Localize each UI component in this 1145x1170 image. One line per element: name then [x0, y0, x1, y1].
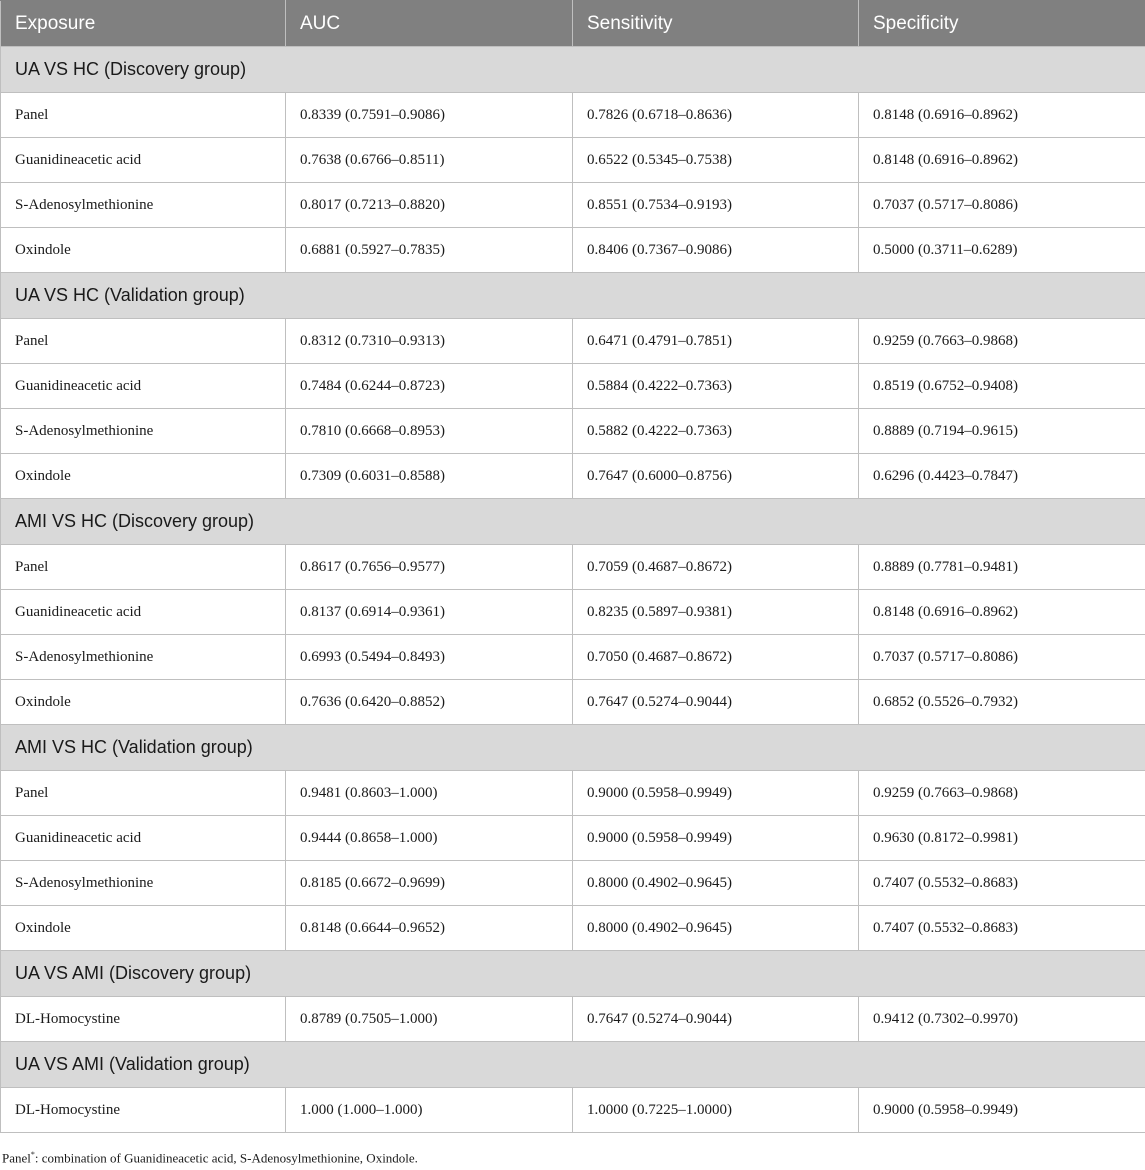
auc-cell: 0.8137 (0.6914–0.9361): [286, 590, 573, 635]
sensitivity-cell: 0.5882 (0.4222–0.7363): [573, 409, 859, 454]
section-title: UA VS HC (Discovery group): [1, 47, 1145, 93]
exposure-cell: Oxindole: [1, 228, 286, 273]
exposure-cell: Guanidineacetic acid: [1, 364, 286, 409]
sensitivity-cell: 0.7050 (0.4687–0.8672): [573, 635, 859, 680]
exposure-cell: Panel: [1, 545, 286, 590]
exposure-cell: DL-Homocystine: [1, 997, 286, 1042]
section-row: [1, 47, 1145, 93]
table-row: [1, 590, 1145, 635]
sensitivity-cell: 0.9000 (0.5958–0.9949): [573, 816, 859, 861]
exposure-cell: Oxindole: [1, 454, 286, 499]
sensitivity-cell: 0.8235 (0.5897–0.9381): [573, 590, 859, 635]
auc-cell: 0.7636 (0.6420–0.8852): [286, 680, 573, 725]
header-auc: AUC: [286, 1, 573, 47]
auc-cell: 0.7810 (0.6668–0.8953): [286, 409, 573, 454]
sensitivity-cell: 0.7647 (0.6000–0.8756): [573, 454, 859, 499]
table-row: [1, 1088, 1145, 1133]
auc-cell: 0.9444 (0.8658–1.000): [286, 816, 573, 861]
header-row: [1, 1, 1145, 47]
auc-cell: 0.8185 (0.6672–0.9699): [286, 861, 573, 906]
specificity-cell: 0.7037 (0.5717–0.8086): [859, 183, 1145, 228]
header-sensitivity: Sensitivity: [573, 1, 859, 47]
specificity-cell: 0.9630 (0.8172–0.9981): [859, 816, 1145, 861]
footnote-mark: *: [30, 1150, 35, 1159]
section-title: AMI VS HC (Validation group): [1, 725, 1145, 771]
table-row: [1, 364, 1145, 409]
auc-cell: 0.9481 (0.8603–1.000): [286, 771, 573, 816]
section-row: [1, 273, 1145, 319]
auc-cell: 0.7484 (0.6244–0.8723): [286, 364, 573, 409]
exposure-cell: S-Adenosylmethionine: [1, 861, 286, 906]
section-row: [1, 1042, 1145, 1088]
table-row: [1, 861, 1145, 906]
auc-cell: 0.8148 (0.6644–0.9652): [286, 906, 573, 951]
exposure-cell: Panel: [1, 93, 286, 138]
exposure-cell: DL-Homocystine: [1, 1088, 286, 1133]
specificity-cell: 0.9412 (0.7302–0.9970): [859, 997, 1145, 1042]
sensitivity-cell: 0.7059 (0.4687–0.8672): [573, 545, 859, 590]
table-row: [1, 680, 1145, 725]
table-row: [1, 545, 1145, 590]
table-row: [1, 93, 1145, 138]
sensitivity-cell: 0.7647 (0.5274–0.9044): [573, 997, 859, 1042]
table-row: [1, 454, 1145, 499]
sensitivity-cell: 0.7826 (0.6718–0.8636): [573, 93, 859, 138]
table-row: [1, 816, 1145, 861]
exposure-cell: Guanidineacetic acid: [1, 590, 286, 635]
specificity-cell: 0.5000 (0.3711–0.6289): [859, 228, 1145, 273]
table-row: [1, 183, 1145, 228]
sensitivity-cell: 0.5884 (0.4222–0.7363): [573, 364, 859, 409]
auc-cell: 0.8339 (0.7591–0.9086): [286, 93, 573, 138]
auc-cell: 0.8017 (0.7213–0.8820): [286, 183, 573, 228]
section-title: UA VS AMI (Discovery group): [1, 951, 1145, 997]
auc-cell: 0.8312 (0.7310–0.9313): [286, 319, 573, 364]
auc-cell: 0.6881 (0.5927–0.7835): [286, 228, 573, 273]
footnote-text: : combination of Guanidineacetic acid, S-Adenosylmethionine, Oxindole.: [34, 1150, 418, 1166]
exposure-cell: S-Adenosylmethionine: [1, 409, 286, 454]
section-title: UA VS HC (Validation group): [1, 273, 1145, 319]
specificity-cell: 0.9259 (0.7663–0.9868): [859, 319, 1145, 364]
footnote-label: Panel: [2, 1150, 31, 1166]
specificity-cell: 0.8148 (0.6916–0.8962): [859, 590, 1145, 635]
specificity-cell: 0.9000 (0.5958–0.9949): [859, 1088, 1145, 1133]
table-row: [1, 906, 1145, 951]
sensitivity-cell: 0.6471 (0.4791–0.7851): [573, 319, 859, 364]
exposure-cell: Guanidineacetic acid: [1, 816, 286, 861]
specificity-cell: 0.7407 (0.5532–0.8683): [859, 906, 1145, 951]
specificity-cell: 0.8889 (0.7194–0.9615): [859, 409, 1145, 454]
sensitivity-cell: 0.9000 (0.5958–0.9949): [573, 771, 859, 816]
specificity-cell: 0.7037 (0.5717–0.8086): [859, 635, 1145, 680]
table-row: [1, 138, 1145, 183]
exposure-cell: Oxindole: [1, 906, 286, 951]
auc-cell: 0.8789 (0.7505–1.000): [286, 997, 573, 1042]
section-row: [1, 499, 1145, 545]
table-row: [1, 228, 1145, 273]
table-row: [1, 997, 1145, 1042]
specificity-cell: 0.8148 (0.6916–0.8962): [859, 138, 1145, 183]
specificity-cell: 0.9259 (0.7663–0.9868): [859, 771, 1145, 816]
auc-cell: 0.6993 (0.5494–0.8493): [286, 635, 573, 680]
section-title: UA VS AMI (Validation group): [1, 1042, 1145, 1088]
table-row: [1, 771, 1145, 816]
exposure-cell: S-Adenosylmethionine: [1, 635, 286, 680]
section-title: AMI VS HC (Discovery group): [1, 499, 1145, 545]
sensitivity-cell: 0.8000 (0.4902–0.9645): [573, 861, 859, 906]
sensitivity-cell: 1.0000 (0.7225–1.0000): [573, 1088, 859, 1133]
table-footnote: [2, 1150, 418, 1166]
header-specificity: Specificity: [859, 1, 1145, 47]
section-row: [1, 725, 1145, 771]
exposure-cell: S-Adenosylmethionine: [1, 183, 286, 228]
specificity-cell: 0.8148 (0.6916–0.8962): [859, 93, 1145, 138]
auc-cell: 0.7309 (0.6031–0.8588): [286, 454, 573, 499]
exposure-cell: Panel: [1, 771, 286, 816]
table-row: [1, 635, 1145, 680]
specificity-cell: 0.6852 (0.5526–0.7932): [859, 680, 1145, 725]
auc-cell: 1.000 (1.000–1.000): [286, 1088, 573, 1133]
sensitivity-cell: 0.7647 (0.5274–0.9044): [573, 680, 859, 725]
sensitivity-cell: 0.6522 (0.5345–0.7538): [573, 138, 859, 183]
section-row: [1, 951, 1145, 997]
auc-cell: 0.7638 (0.6766–0.8511): [286, 138, 573, 183]
table-row: [1, 409, 1145, 454]
exposure-cell: Guanidineacetic acid: [1, 138, 286, 183]
specificity-cell: 0.8519 (0.6752–0.9408): [859, 364, 1145, 409]
specificity-cell: 0.7407 (0.5532–0.8683): [859, 861, 1145, 906]
table-row: [1, 319, 1145, 364]
specificity-cell: 0.8889 (0.7781–0.9481): [859, 545, 1145, 590]
exposure-cell: Panel: [1, 319, 286, 364]
specificity-cell: 0.6296 (0.4423–0.7847): [859, 454, 1145, 499]
sensitivity-cell: 0.8000 (0.4902–0.9645): [573, 906, 859, 951]
header-exposure: Exposure: [1, 1, 286, 47]
sensitivity-cell: 0.8551 (0.7534–0.9193): [573, 183, 859, 228]
sensitivity-cell: 0.8406 (0.7367–0.9086): [573, 228, 859, 273]
exposure-cell: Oxindole: [1, 680, 286, 725]
auc-cell: 0.8617 (0.7656–0.9577): [286, 545, 573, 590]
